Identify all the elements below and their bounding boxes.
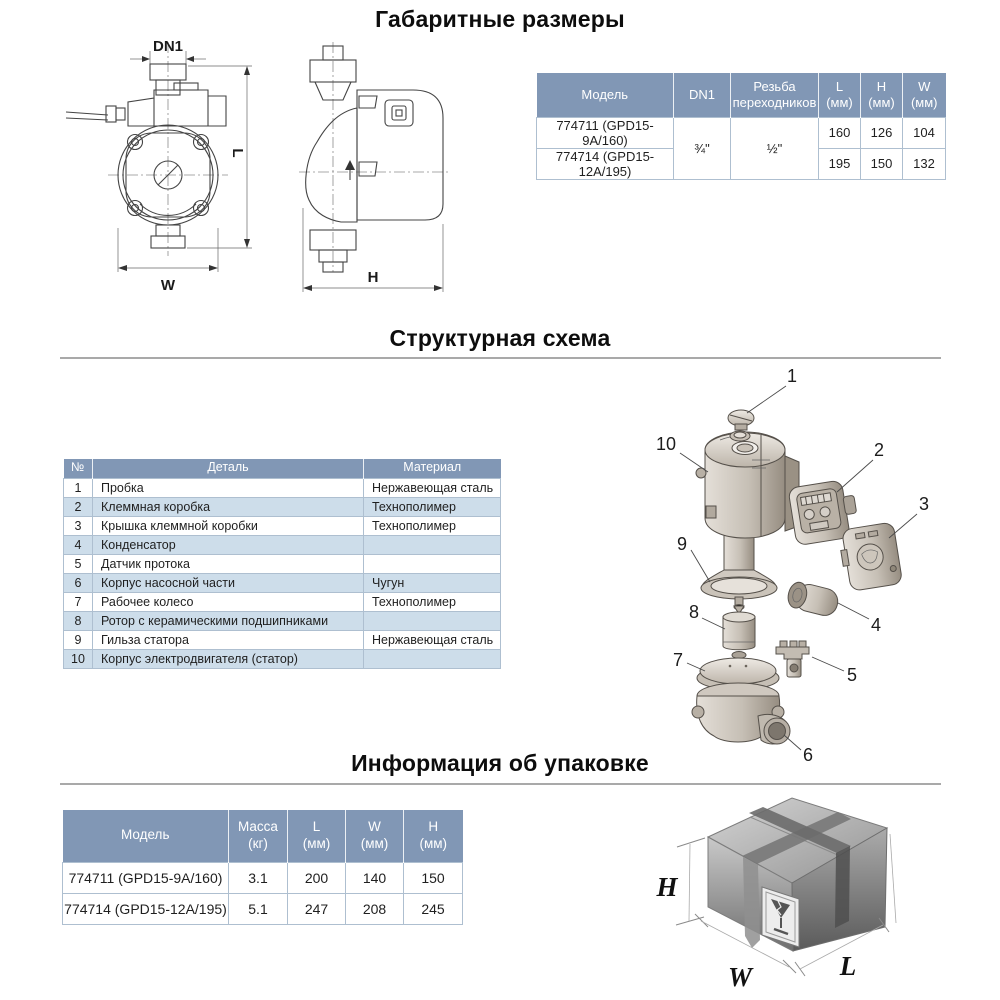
cell-dn1: ¾": [674, 117, 731, 179]
terminal-cover-part: [838, 522, 903, 592]
cell-num: 3: [64, 516, 93, 535]
table-row: [537, 117, 946, 148]
cell-material: Технополимер: [364, 592, 501, 611]
cell-material: Технополимер: [364, 516, 501, 535]
cell-part: Пробка: [93, 478, 364, 497]
table-row: [64, 592, 501, 611]
l-label: L: [229, 148, 246, 158]
callout-4: 4: [870, 615, 882, 635]
cell-part: Корпус насосной части: [93, 573, 364, 592]
dn1-dimension: [130, 38, 206, 64]
cell-h: 126: [861, 117, 903, 148]
packaging-table: [62, 810, 463, 925]
table-row: [64, 573, 501, 592]
table-row: [64, 535, 501, 554]
table-row: [64, 611, 501, 630]
col-header-material: Материал: [364, 459, 501, 478]
table-row: [64, 516, 501, 535]
box-h-label: H: [656, 872, 678, 902]
table-row: [64, 630, 501, 649]
cell-l: 200: [288, 862, 346, 893]
exploded-view-diagram: [640, 360, 960, 765]
col-header-l: L (мм): [288, 810, 346, 862]
cell-h: 150: [404, 862, 463, 893]
stator-sleeve-part: [701, 528, 777, 610]
cell-model: 774714 (GPD15-12A/195): [63, 893, 229, 924]
dn1-label: DN1: [152, 38, 184, 55]
col-header-num: №: [64, 459, 93, 478]
center-lines: [108, 42, 228, 256]
callout-2: 2: [873, 440, 885, 460]
col-header-h: H (мм): [861, 73, 903, 117]
packaging-table-header-row: [63, 810, 463, 862]
cell-model: 774711 (GPD15-9A/160): [537, 117, 674, 148]
table-row: [64, 649, 501, 668]
table-row: [64, 497, 501, 516]
packaging-box-illustration: [650, 790, 970, 1000]
cell-material: Нержавеющая сталь: [364, 478, 501, 497]
callout-3: 3: [918, 494, 930, 514]
callout-8: 8: [688, 602, 700, 622]
cell-h: 150: [861, 148, 903, 179]
callout-9: 9: [676, 534, 688, 554]
parts-table-header-row: [64, 459, 501, 478]
cell-num: 1: [64, 478, 93, 497]
cell-num: 8: [64, 611, 93, 630]
cell-thread: ½": [731, 117, 819, 179]
pump-front-view-drawing: [58, 38, 263, 306]
pump-housing-part: [692, 683, 790, 744]
col-header-model: Модель: [537, 73, 674, 117]
capacitor-part: [785, 580, 840, 618]
section-divider: [60, 783, 941, 785]
cell-material: Технополимер: [364, 497, 501, 516]
dimensions-table: [536, 73, 946, 180]
h-label: H: [367, 269, 379, 286]
l-dimension: [187, 66, 252, 248]
cell-l: 160: [819, 117, 861, 148]
cell-h: 245: [404, 893, 463, 924]
section-title-dimensions: Габаритные размеры: [375, 6, 625, 32]
callout-1: 1: [786, 366, 798, 386]
cell-num: 9: [64, 630, 93, 649]
table-row: [63, 893, 463, 924]
cell-part: Датчик протока: [93, 554, 364, 573]
col-header-l: L (мм): [819, 73, 861, 117]
callout-5: 5: [846, 665, 858, 685]
parts-table: [63, 459, 501, 669]
cell-num: 2: [64, 497, 93, 516]
col-header-h: H (мм): [404, 810, 463, 862]
cell-part: Конденсатор: [93, 535, 364, 554]
box-w-label: W: [727, 962, 753, 992]
col-header-model: Модель: [63, 810, 229, 862]
table-row: [64, 554, 501, 573]
cell-part: Корпус электродвигателя (статор): [93, 649, 364, 668]
table-row: [64, 478, 501, 497]
table-row: [63, 862, 463, 893]
col-header-part: Деталь: [93, 459, 364, 478]
cell-l: 195: [819, 148, 861, 179]
col-header-w: W (мм): [346, 810, 404, 862]
w-label: W: [160, 277, 176, 294]
motor-housing-part: [696, 432, 799, 538]
col-header-thread: Резьба переходников: [731, 73, 819, 117]
cell-part: Крышка клеммной коробки: [93, 516, 364, 535]
cell-material: [364, 535, 501, 554]
cell-material: Нержавеющая сталь: [364, 630, 501, 649]
cell-num: 6: [64, 573, 93, 592]
cell-model: 774711 (GPD15-9A/160): [63, 862, 229, 893]
section-title-packaging: Информация об упаковке: [351, 750, 649, 776]
side-view-body: [306, 46, 443, 272]
dimensions-table-header-row: [537, 73, 946, 117]
cell-mass: 5.1: [229, 893, 288, 924]
col-header-w: W (мм): [903, 73, 946, 117]
cell-model: 774714 (GPD15-12A/195): [537, 148, 674, 179]
cell-material: [364, 649, 501, 668]
flow-sensor-part: [776, 641, 809, 677]
front-view-body: [66, 64, 226, 248]
col-header-dn1: DN1: [674, 73, 731, 117]
cell-material: [364, 611, 501, 630]
rotor-part: [723, 606, 755, 659]
section-divider: [60, 357, 941, 359]
cell-part: Рабочее колесо: [93, 592, 364, 611]
cell-part: Ротор с керамическими подшипниками: [93, 611, 364, 630]
cell-w: 132: [903, 148, 946, 179]
plug-part: [728, 410, 754, 441]
section-title-structure: Структурная схема: [389, 325, 611, 351]
cell-num: 10: [64, 649, 93, 668]
callout-7: 7: [672, 650, 684, 670]
callout-6: 6: [802, 745, 814, 765]
pump-side-view-drawing: [295, 38, 455, 306]
cell-mass: 3.1: [229, 862, 288, 893]
cell-w: 208: [346, 893, 404, 924]
cell-w: 140: [346, 862, 404, 893]
cell-l: 247: [288, 893, 346, 924]
center-lines: [299, 42, 451, 272]
cell-num: 7: [64, 592, 93, 611]
cell-w: 104: [903, 117, 946, 148]
cell-material: [364, 554, 501, 573]
cell-num: 5: [64, 554, 93, 573]
cell-material: Чугун: [364, 573, 501, 592]
cell-num: 4: [64, 535, 93, 554]
cell-part: Клеммная коробка: [93, 497, 364, 516]
box-l-label: L: [839, 951, 857, 981]
cell-part: Гильза статора: [93, 630, 364, 649]
callout-10: 10: [655, 434, 677, 454]
col-header-mass: Масса (кг): [229, 810, 288, 862]
